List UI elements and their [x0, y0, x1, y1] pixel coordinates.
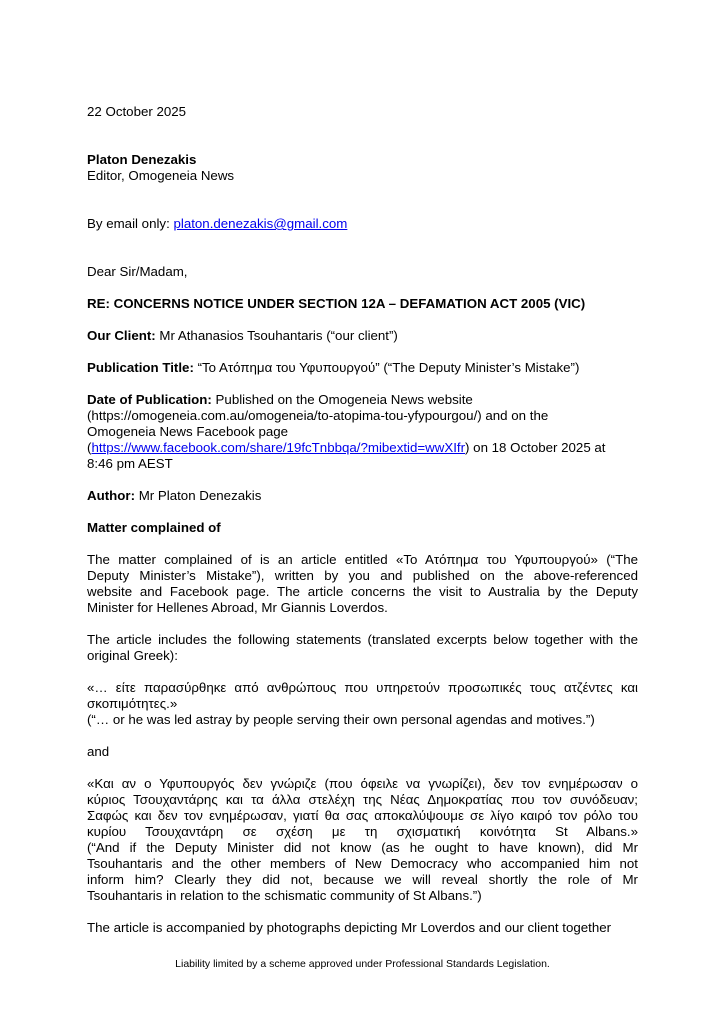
by-email-prefix: By email only: [87, 216, 174, 231]
paragraph-line: Tsouhantaris in relation to the schismatic community of St Albans.”) [87, 888, 482, 903]
publication-title-label: Publication Title: [87, 360, 194, 375]
connector-and: and [87, 744, 110, 759]
paragraph-line: Σαφώς και δεν τον ενημέρωσαν, γιατί θα σας αποκαλύψουμε σε λίγο καιρό τον ρόλο του [87, 808, 638, 823]
paragraph-line: (“… or he was led astray by people serving their own personal agendas and motives.”) [87, 712, 595, 727]
paragraph-line: The article includes the following statements (translated excerpts below together with the [87, 632, 638, 647]
our-client-value: Mr Athanasios Tsouhantaris (“our client”) [155, 328, 398, 343]
by-email-line [87, 216, 638, 232]
recipient-block [87, 152, 638, 184]
paragraph-line: σκοπιμότητες.» [87, 696, 178, 711]
paragraph-line: (“And if the Deputy Minister did not know (as he ought to have known), did Mr [87, 840, 638, 855]
paragraph-line: Tsouhantaris and the other members of New Democracy who accompanied him not [87, 856, 638, 871]
date-line: 22 October 2025 [87, 104, 187, 119]
recipient-role: Editor, Omogeneia News [87, 168, 235, 183]
closing-line: The article is accompanied by photographs depicting Mr Loverdos and our client together [87, 920, 612, 935]
liability-disclaimer: Liability limited by a scheme approved under Professional Standards Legislation. [175, 958, 550, 970]
email-link[interactable]: platon.denezakis@gmail.com [173, 216, 348, 231]
date-of-publication-block [87, 392, 638, 472]
paragraph-line: Omogeneia News Facebook page [87, 424, 289, 439]
paragraph-line: Minister for Hellenes Abroad, Mr Giannis Loverdos. [87, 600, 388, 615]
paragraph-line: «… είτε παρασύρθηκε από ανθρώπους που υπηρετούν προσωπικές τους ατζέντες και [87, 680, 638, 695]
greek-excerpt-2 [87, 776, 638, 904]
author-label: Author: [87, 488, 135, 503]
paragraph-line: inform him? Clearly they did not, because we will reveal shortly the role of Mr [87, 872, 638, 887]
greek-excerpt-1 [87, 680, 638, 728]
publication-title-line [87, 360, 638, 376]
paren-open: ( [87, 440, 92, 455]
paragraph-line [87, 440, 638, 456]
paragraph-line: The matter complained of is an article entitled «Το Ατόπημα του Υφυπουργού» (“The [87, 552, 638, 567]
paragraph-line: «Και αν ο Υφυπουργός δεν γνώριζε (που όφειλε να γνωρίζει), δεν τον ενημέρωσαν ο [87, 776, 638, 791]
recipient-name: Platon Denezakis [87, 152, 197, 167]
paragraph-line: website and Facebook page. The article concerns the visit to Australia by the Deputy [87, 584, 638, 599]
paragraph-line: κύριος Τσουχαντάρης και τα άλλα στελέχη της Νέας Δημοκρατίας που τον συνόδευαν; [87, 792, 638, 807]
our-client-line [87, 328, 638, 344]
paragraph-includes [87, 632, 638, 664]
date-of-publication-label: Date of Publication: [87, 392, 212, 407]
subject-line: RE: CONCERNS NOTICE UNDER SECTION 12A – DEFAMATION ACT 2005 (VIC) [87, 296, 586, 311]
paragraph-line: κυρίου Τσουχαντάρη σε σχέση με τη σχισματική κοινότητα St Albans.» [87, 824, 638, 839]
section-heading-matter: Matter complained of [87, 520, 221, 535]
author-value: Mr Platon Denezakis [135, 488, 262, 503]
paragraph-line [87, 392, 638, 408]
publication-title-value: “Το Ατόπημα του Υφυπουργού” (“The Deputy Minister’s Mistake”) [193, 360, 580, 375]
paragraph-line: original Greek): [87, 648, 178, 663]
salutation: Dear Sir/Madam, [87, 264, 188, 279]
paragraph-line: 8:46 pm AEST [87, 456, 173, 471]
website-url-text: (https://omogeneia.com.au/omogeneia/to-atopima-tou-yfypourgou/) and on the [87, 408, 549, 423]
paragraph-matter [87, 552, 638, 616]
paragraph-line: Deputy Minister’s Mistake”), written by you and published on the above-referenced [87, 568, 638, 583]
publication-datetime-text: ) on 18 October 2025 at [465, 440, 606, 455]
facebook-url-link[interactable]: https://www.facebook.com/share/19fcTnbbqa/?mibextid=wwXIfr [91, 440, 466, 455]
our-client-label: Our Client: [87, 328, 156, 343]
author-line [87, 488, 638, 504]
date-of-publication-text: Published on the Omogeneia News website [211, 392, 473, 407]
